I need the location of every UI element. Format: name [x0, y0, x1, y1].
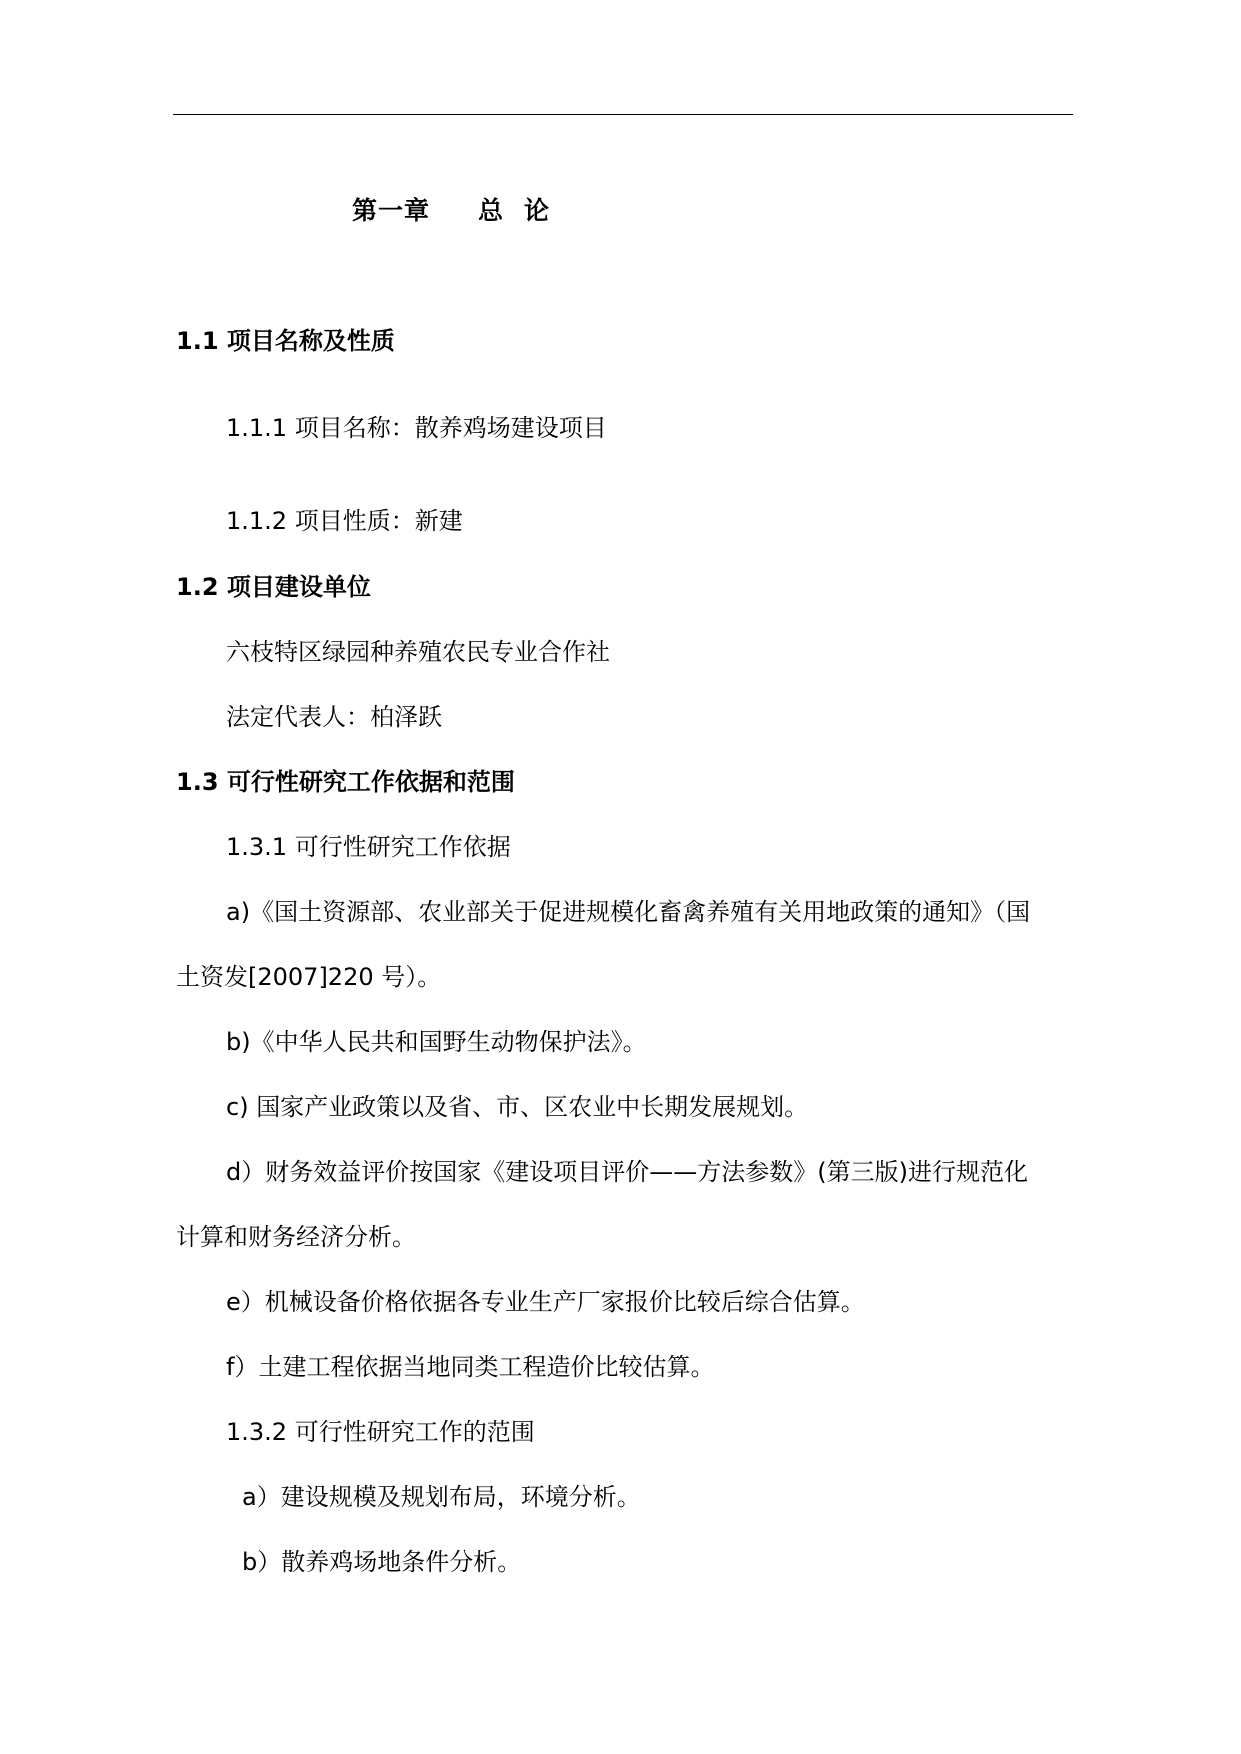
subsection-1-3-2: 1.3.2 可行性研究工作的范围 [226, 1418, 535, 1446]
basis-item-d-line-1: d）财务效益评价按国家《建设项目评价——方法参数》(第三版)进行规范化 [226, 1158, 1028, 1186]
section-heading-1-2: 1.2 项目建设单位 [176, 573, 371, 601]
chapter-title-char-1: 总 [478, 196, 505, 225]
section-heading-1-1: 1.1 项目名称及性质 [176, 327, 395, 355]
basis-item-f: f）土建工程依据当地同类工程造价比较估算。 [226, 1353, 715, 1381]
basis-item-e: e）机械设备价格依据各专业生产厂家报价比较后综合估算。 [226, 1288, 865, 1316]
section-heading-1-3: 1.3 可行性研究工作依据和范围 [176, 768, 515, 796]
chapter-title [352, 196, 550, 226]
subsection-1-1-1: 1.1.1 项目名称：散养鸡场建设项目 [226, 414, 607, 442]
legal-representative: 法定代表人：柏泽跃 [226, 703, 442, 731]
chapter-number: 第一章 [352, 196, 431, 225]
basis-item-a-line-2: 土资发[2007]220 号）。 [176, 963, 442, 991]
basis-item-d-line-2: 计算和财务经济分析。 [176, 1223, 416, 1251]
basis-item-a-line-1: a)《国土资源部、农业部关于促进规模化畜禽养殖有关用地政策的通知》（国 [226, 898, 1031, 926]
basis-item-c: c) 国家产业政策以及省、市、区农业中长期发展规划。 [226, 1093, 809, 1121]
header-rule [173, 114, 1073, 115]
basis-item-b: b)《中华人民共和国野生动物保护法》。 [226, 1028, 647, 1056]
scope-item-a: a）建设规模及规划布局，环境分析。 [242, 1483, 641, 1511]
scope-item-b: b）散养鸡场地条件分析。 [242, 1548, 522, 1576]
unit-name: 六枝特区绿园种养殖农民专业合作社 [226, 638, 610, 666]
chapter-title-char-2: 论 [524, 196, 551, 225]
subsection-1-3-1: 1.3.1 可行性研究工作依据 [226, 833, 511, 861]
subsection-1-1-2: 1.1.2 项目性质：新建 [226, 507, 463, 535]
